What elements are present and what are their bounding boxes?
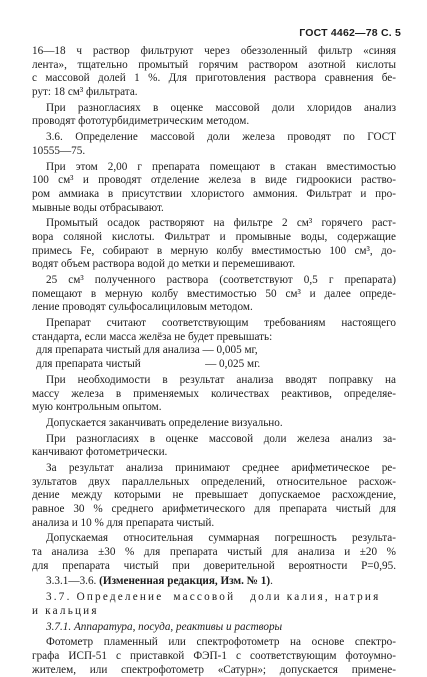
text-line: 100 см³ и проводят отделение железа в виде гидроокиси раство- — [32, 174, 396, 187]
text-line: помещают в мерную колбу вместимостью 50 см³ и далее опреде- — [32, 287, 396, 300]
text-line: жителем, или спектрофотометр «Сатурн»; допускается примене- — [32, 663, 396, 676]
text-line: Допускаемая относительная суммарная погрешность результа- — [46, 532, 396, 545]
text-line: водят объем раствора водой до метки и перемешивают. — [32, 258, 296, 271]
text-line: примесь Fe, собирают в мерную колбу вместимостью 100 см³, до- — [32, 244, 396, 257]
text-line: При разногласиях в оценке массовой доли хлоридов анализ — [46, 101, 396, 114]
text-line: При необходимости в результат анализа вводят поправку на — [46, 373, 396, 386]
text-line: 25 см³ полученного раствора (соответствуют 0,5 г препарата) — [46, 274, 396, 286]
text-line: ром аммиака в присутствии хлористого аммония. Фильтрат и про- — [32, 187, 396, 200]
page-header: ГОСТ 4462—78 С. 5 — [299, 27, 401, 39]
text-line: ление проводят сульфосалициловым методом. — [32, 301, 253, 314]
text-line: лента», тщательно промытый горячим раствором азотной кислоты — [32, 58, 396, 71]
text-line: При разногласиях в оценке массовой доли железа анализ за- — [46, 432, 396, 445]
text-line: При этом 2,00 г препарата помещают в стакан вместимостью — [46, 160, 396, 173]
text-line: 3.7. Определение массовой доли калия, натрия — [46, 591, 381, 604]
text-line: Препарат считают соответствующим требованиям настоящего — [46, 317, 396, 330]
text-line: 3.7.1. Аппаратура, посуда, реактивы и растворы — [46, 620, 283, 633]
amendment-prefix: 3.3.1—3.6. — [46, 575, 100, 588]
text-line: За результат анализа принимают среднее арифметическое ре- — [46, 461, 396, 474]
text-line: для препарата чистый при доверительной вероятности P=0,95. — [32, 559, 396, 572]
text-line: для препарата чистый для анализа — 0,005 мг, — [36, 344, 258, 357]
text-line: стандарта, если масса желёза не будет превышать: — [32, 330, 273, 343]
text-line: 10555—75. — [32, 144, 86, 157]
text-line: анализа и 10 % для препарата чистый. — [32, 516, 215, 529]
text-line: проводят фототурбидиметрическим методом. — [32, 115, 250, 128]
text-line: для препарата чистый — 0,025 мг. — [36, 358, 261, 371]
text-line: и кальция — [32, 604, 99, 617]
text-line: 3.3.1—3.6. (Измененная редакция, Изм. № 1). — [46, 575, 273, 588]
text-line: канчивают фотометрически. — [32, 446, 168, 459]
document-body — [32, 45, 396, 677]
text-line: 16—18 ч раствор фильтруют через обеззоленный фильтр «синяя — [32, 45, 396, 57]
text-line: зультатов двух параллельных определений, относительное расхож- — [32, 475, 396, 488]
text-line: графа ИСП-51 с приставкой ФЭП-1 с соответствующим фотоумно- — [32, 649, 396, 662]
text-line: дение между которыми не превышает допускаемое расхождение, — [32, 489, 396, 502]
amendment-note: (Измененная редакция, Изм. № 1) — [99, 575, 271, 588]
text-line: рут: 18 см³ фильтрата. — [32, 86, 138, 99]
text-line: мую контрольным опытом. — [32, 401, 162, 414]
text-line: с массовой долей 1 %. Для приготовления раствора сравнения бе- — [32, 72, 396, 85]
text-line: 3.6. Определение массовой доли железа проводят по ГОСТ — [46, 131, 396, 144]
text-line: Фотометр пламенный или спектрофотометр на основе спектро- — [46, 636, 396, 649]
text-line: массу железа в применяемых количествах реактивов, определяе- — [32, 387, 396, 400]
text-line: Допускается заканчивать определение визуально. — [46, 416, 283, 429]
text-line: равное 30 % среднего арифметического для препарата чистый для — [32, 503, 396, 515]
text-line: Промытый осадок растворяют на фильтре 2 см³ горячего раст- — [46, 217, 396, 230]
text-line: та анализа ±30 % для препарата чистый для анализа и ±20 % — [32, 546, 396, 559]
text-line: мывные воды отбрасывают. — [32, 201, 164, 214]
text-line: вора соляной кислоты. Фильтрат и промывные воды, содержащие — [32, 230, 396, 243]
